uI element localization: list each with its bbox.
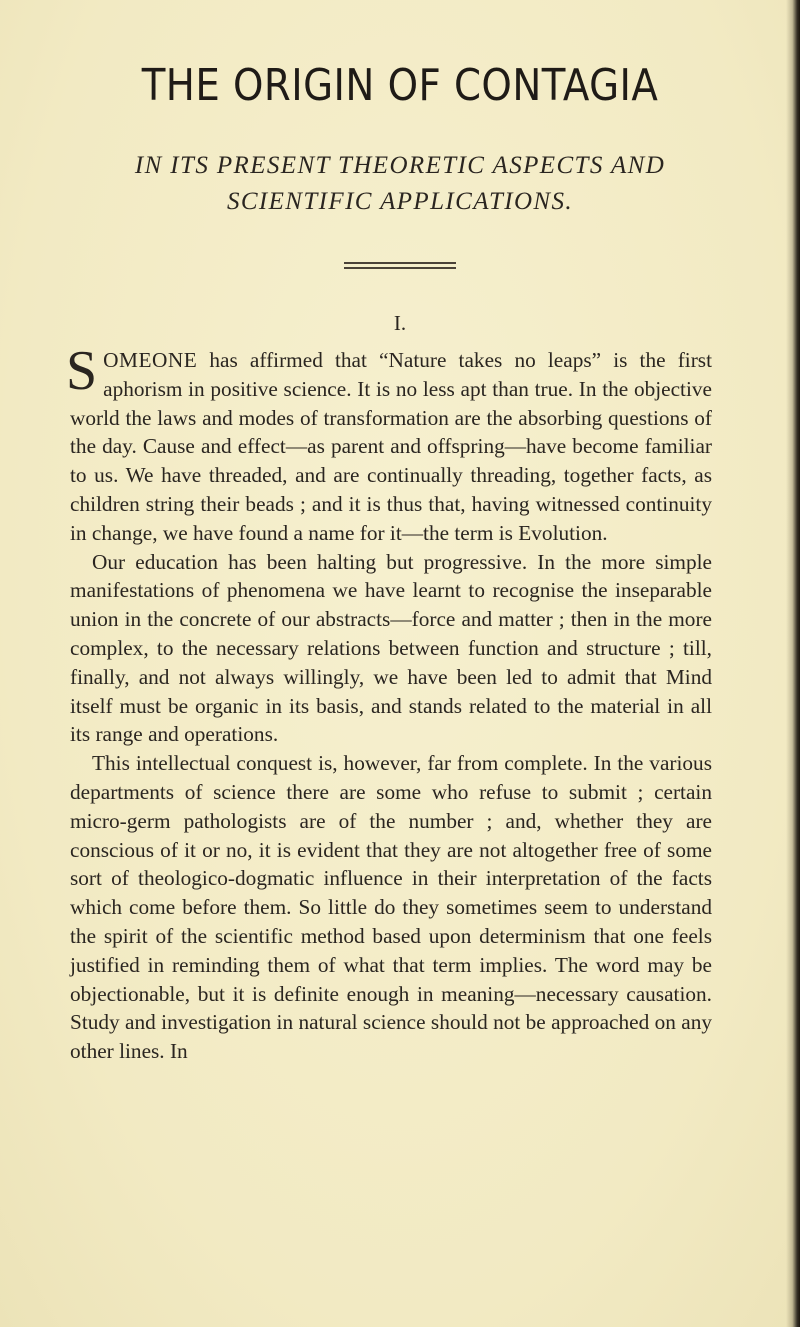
body-text xyxy=(66,340,712,1066)
paragraph-3: This intellectual conquest is, however, far from complete. In the various departments of science there are some who refuse to submit ; certain micro-germ pathologists are of the number ; and, whether they are conscious of it or no, it is evident that they are not altogether free of some sort of theologico-dogmatic influence in their interpretation of the facts which come before them. So little do they sometimes seem to understand the spirit of the scientific method based upon determinism that one feels justified in reminding them of what that term implies. The word may be objectionable, but it is definite enough in meaning—necessary causation. Study and investigation in natural science should not be approached on any other lines. In xyxy=(70,751,712,1064)
double-rule-bottom xyxy=(344,267,456,269)
subtitle xyxy=(0,148,800,220)
paragraph-2: Our education has been halting but progressive. In the more simple manifestations of phenomena we have learnt to recognise the inseparable union in the concrete of our abstracts—force and matter ; then in the more complex, to the necessary relations between function and structure ; till, finally, and not always willingly, we have been led to admit that Mind itself must be organic in its basis, and stands related to the material in all its range and operations. xyxy=(70,549,712,747)
drop-cap: S xyxy=(66,340,98,402)
double-rule-top xyxy=(344,262,456,264)
section-number: I. xyxy=(393,311,407,335)
subtitle-line-1: IN ITS PRESENT THEORETIC ASPECTS AND xyxy=(134,152,666,179)
first-word-rest: OMEONE xyxy=(103,348,198,372)
paragraph-1 xyxy=(66,340,712,548)
paragraph-1-text: has affirmed that “Nature takes no leaps” is the first aphorism in positive science. It is no less apt than true. In the objective world the laws and modes of transformation are the absorbing questions of the day. Cause and effect—as parent and offspring—have become familiar to us. We have threaded, and are continually threading, together facts, as children string their beads ; and it is thus that, having witnessed continuity in change, we have found a name for it—the term is Evolution. xyxy=(70,348,712,545)
page-title: THE ORIGIN OF CONTAGIA xyxy=(141,60,659,111)
subtitle-line-2: SCIENTIFIC APPLICATIONS. xyxy=(226,188,574,215)
